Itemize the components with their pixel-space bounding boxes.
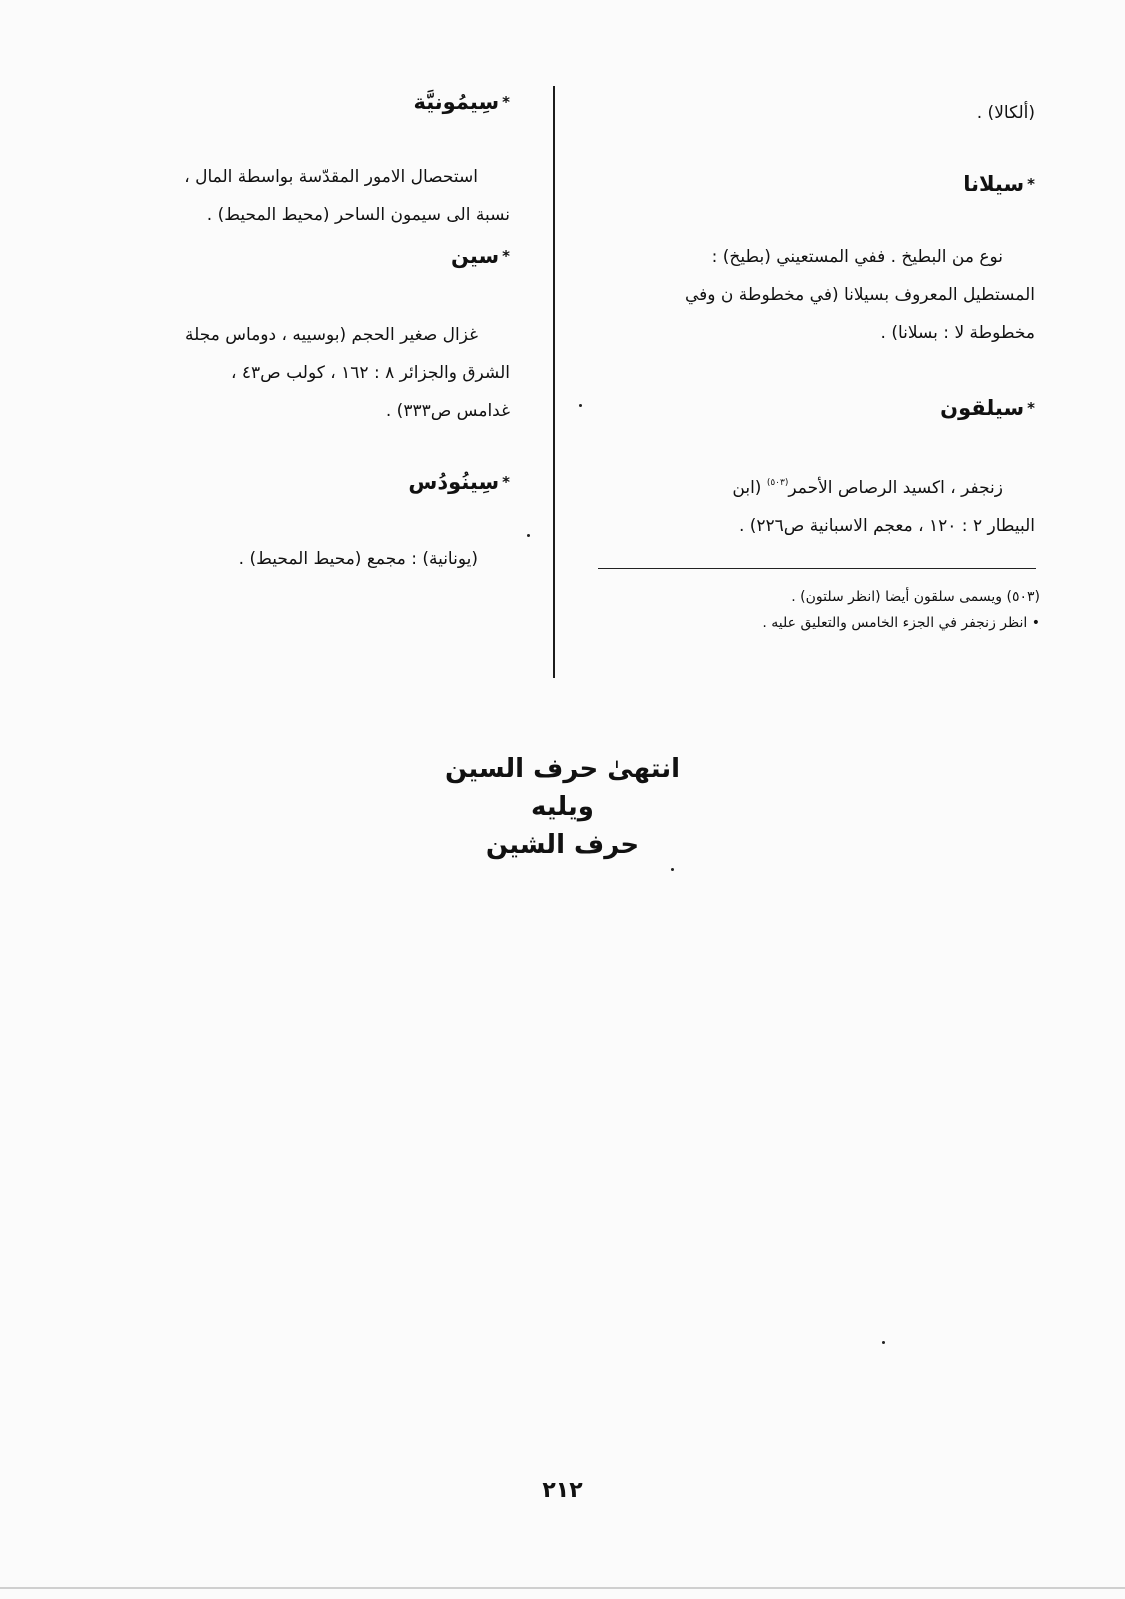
headword-text: سِيمُونيَّة (413, 90, 500, 114)
entry-definition (70, 316, 510, 430)
entry-marker: * (502, 473, 510, 491)
closing-line: ويليه (531, 792, 594, 822)
scan-speck (671, 868, 674, 871)
entry-headword (580, 396, 1035, 420)
scan-speck (579, 404, 582, 407)
footnotes (590, 584, 1040, 636)
text-line (580, 464, 1035, 507)
entry-marker: * (502, 247, 510, 265)
closing-line: انتهىٰ حرف السين (444, 754, 681, 784)
text-line: (يونانية) : مجمع (محيط المحيط) . (238, 549, 478, 569)
entry-marker: * (1027, 399, 1035, 417)
entry-definition (70, 158, 510, 234)
scan-edge (0, 1587, 1125, 1589)
entry-headword (70, 470, 510, 494)
footnote-reference: (٥٠٣) (766, 478, 789, 488)
text-line: المستطيل المعروف بسيلانا (في مخطوطة ن وفي (685, 285, 1035, 305)
entry-headword (70, 90, 510, 114)
scan-speck (527, 534, 530, 537)
footnote-separator (598, 568, 1036, 569)
headword-text: سيلانا (963, 172, 1025, 196)
text-line: البيطار ٢ : ١٢٠ ، معجم الاسبانية ص٢٢٦) . (738, 516, 1035, 536)
text-line: نسبة الى سيمون الساحر (محيط المحيط) . (206, 205, 510, 225)
page-number: ٢١٢ (542, 1478, 583, 1503)
entry-definition (70, 540, 510, 578)
closing-line: حرف الشين (485, 830, 640, 860)
text-run: زنجفر ، اكسيد الرصاص الأحمر (788, 478, 1003, 498)
entry-marker: * (502, 93, 510, 111)
continued-text (580, 94, 1035, 132)
scan-speck (882, 1341, 885, 1344)
headword-text: سيلقون (940, 396, 1025, 420)
entry-definition (580, 464, 1035, 545)
text-line: غدامس ص٣٣٣) . (385, 401, 510, 421)
text-line: غزال صغير الحجم (بوسييه ، دوماس مجلة (185, 325, 478, 345)
column-divider (553, 86, 555, 678)
text-line: نوع من البطيخ . ففي المستعيني (بطيخ) : (711, 247, 1003, 267)
footnote: • انظر زنجفر في الجزء الخامس والتعليق عليه . (762, 615, 1040, 631)
section-closing (0, 750, 1125, 864)
text-line: (ألكالا) . (976, 103, 1035, 123)
footnote: (٥٠٣) ويسمى سلقون أيضا (انظر سلتون) . (791, 589, 1040, 605)
headword-text: سين (451, 244, 500, 268)
text-line: استحصال الامور المقدّسة بواسطة المال ، (184, 167, 478, 187)
text-line: الشرق والجزائر ٨ : ١٦٢ ، كولب ص٤٣ ، (231, 363, 510, 383)
entry-marker: * (1027, 175, 1035, 193)
text-run: (ابن (732, 478, 767, 498)
headword-text: سِينُودُس (408, 470, 500, 494)
entry-headword (580, 172, 1035, 196)
text-line: مخطوطة لا : بسلانا) . (880, 323, 1035, 343)
entry-definition (580, 238, 1035, 352)
entry-headword (70, 244, 510, 268)
